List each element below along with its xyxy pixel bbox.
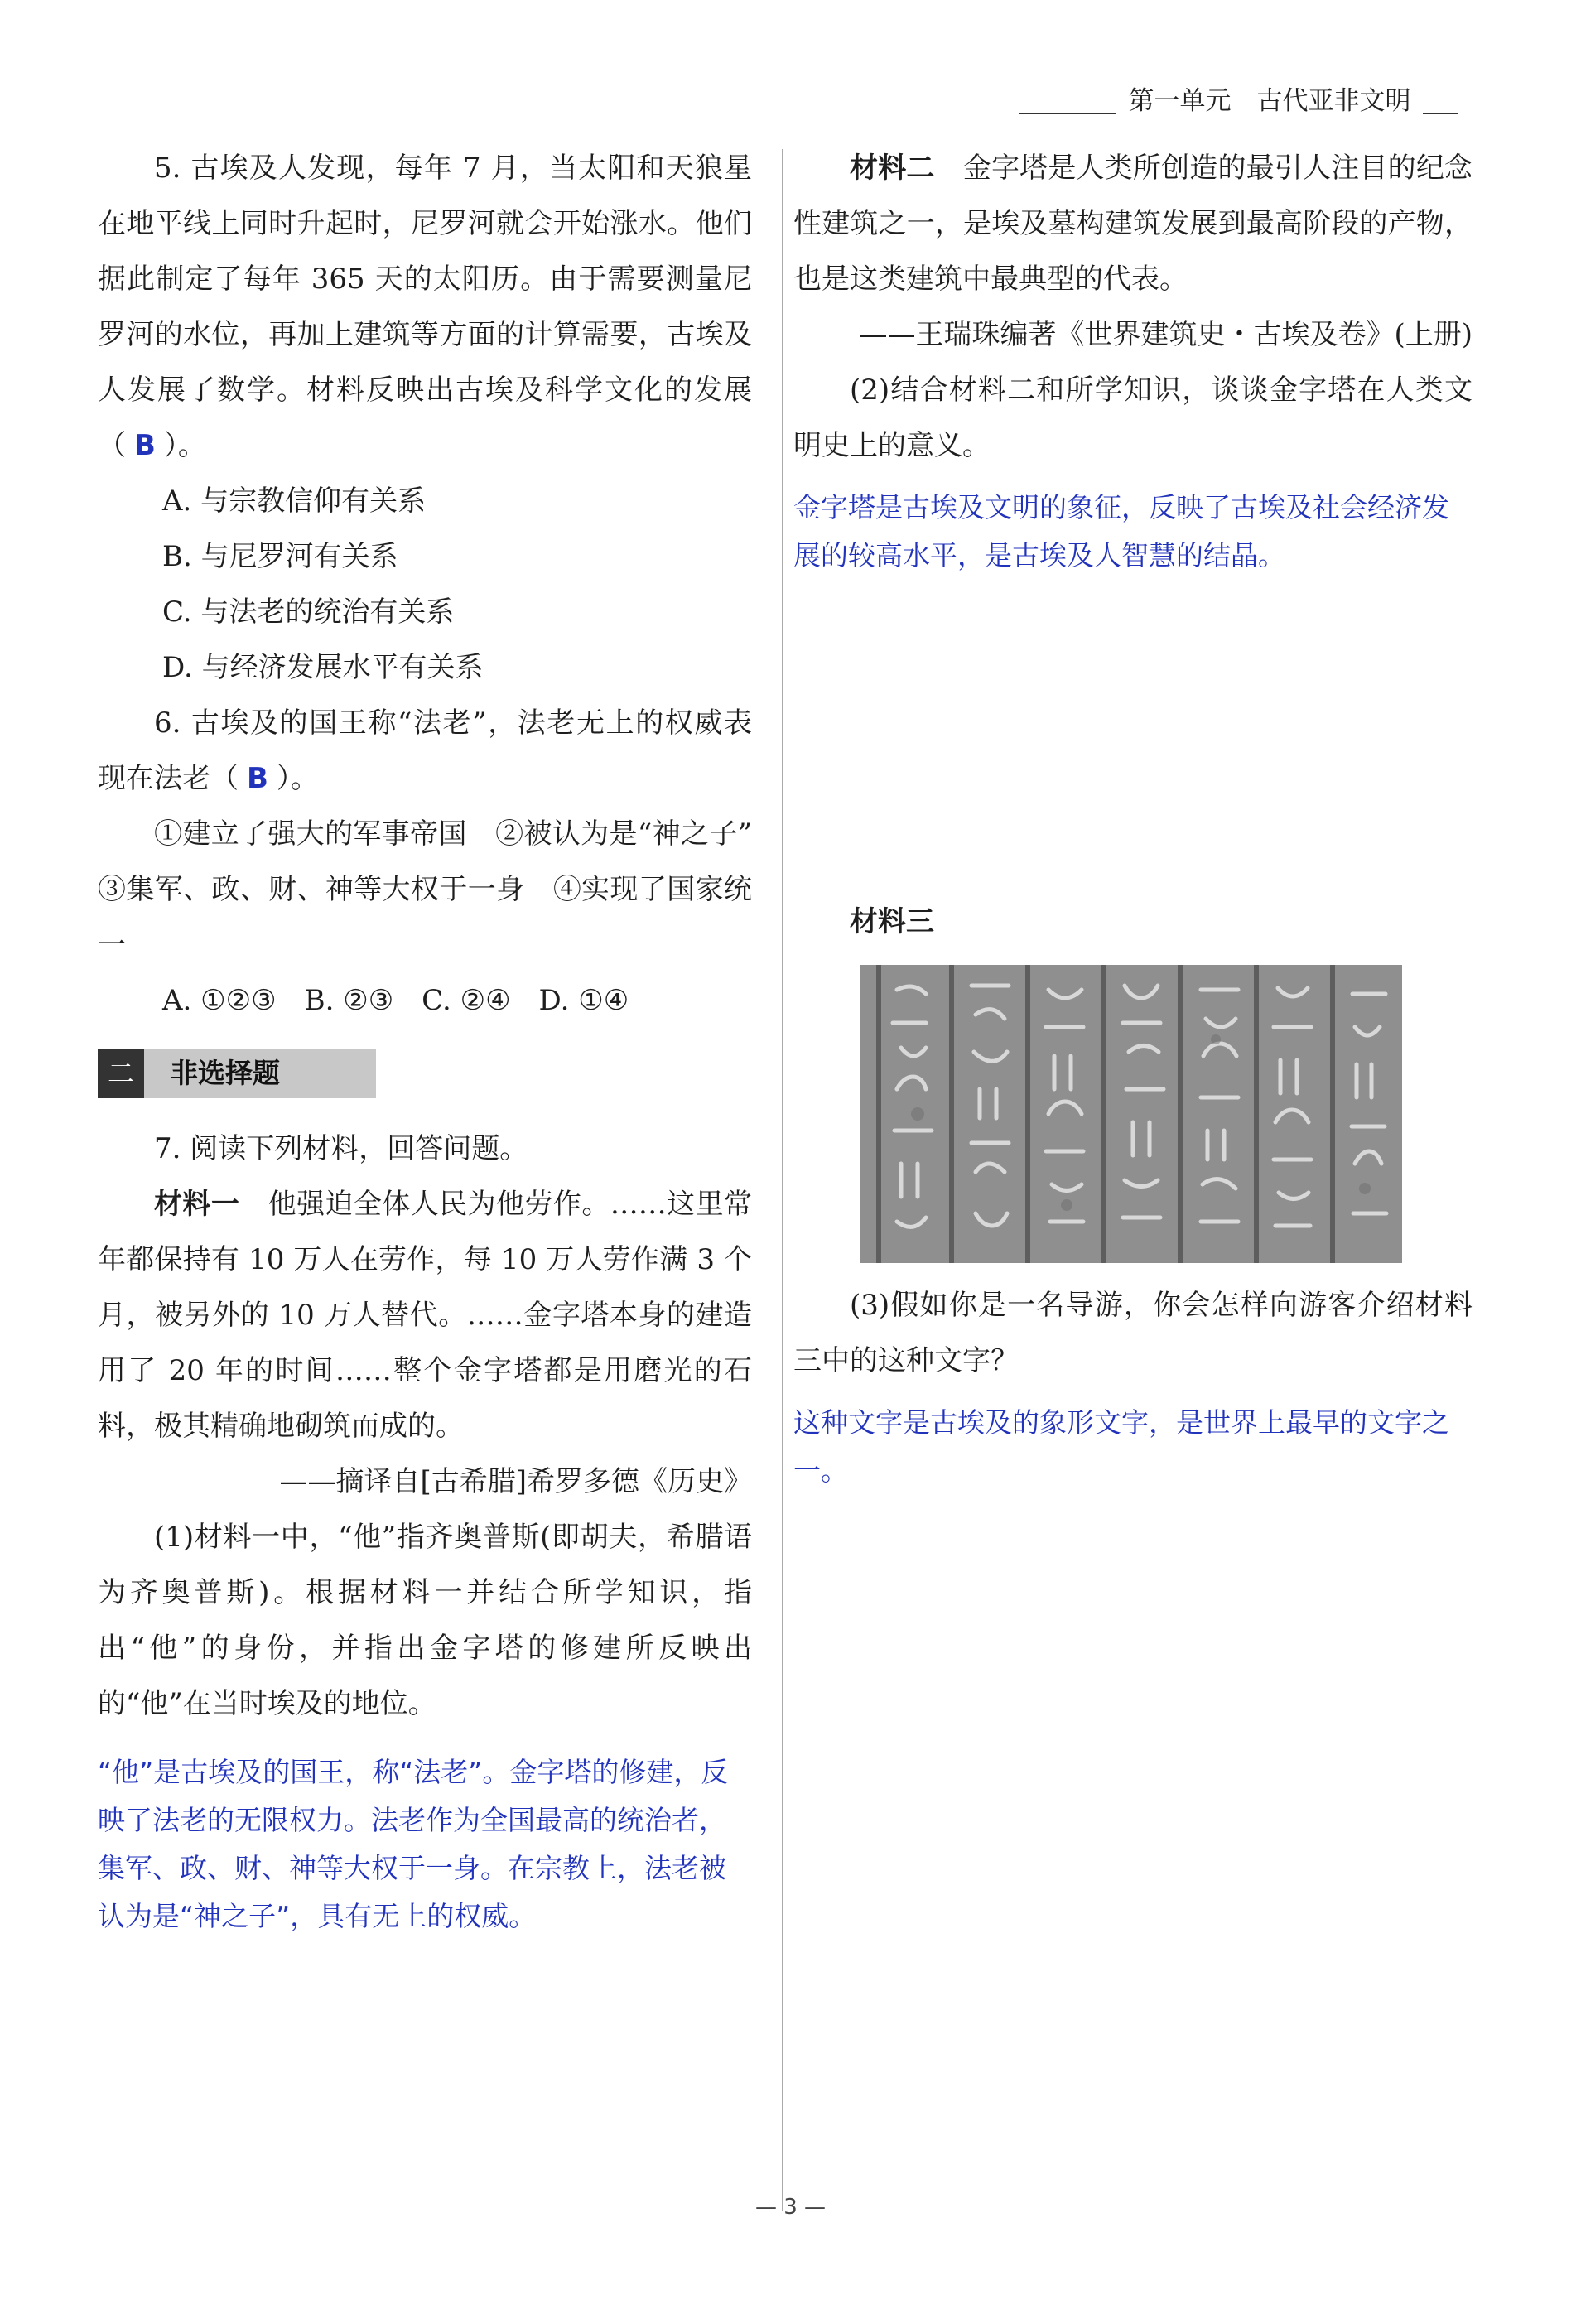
material-1-text: 他强迫全体人民为他劳作。……这里常年都保持有 10 万人在劳作，每 10 万人劳作满 3 个月，被另外的 10 万人替代。……金字塔本身的建造用了 20 年的时间……整个金字塔都是用磨光的石料，极其精确地砌筑而成的。 <box>98 1188 753 1443</box>
material-2-text: 金字塔是人类所创造的最引人注目的纪念性建筑之一，是埃及墓构建筑发展到最高阶段的产物，也是这类建筑中最典型的代表。 <box>793 152 1473 296</box>
material-2 <box>793 141 1473 307</box>
answer-3: 这种文字是古埃及的象形文字，是世界上最早的文字之一。 <box>793 1406 1449 1487</box>
answer-space <box>793 580 1473 894</box>
material-3-label <box>793 894 1473 950</box>
q6-items: ①建立了强大的军事帝国 ②被认为是“神之子” ③集军、政、财、神等大权于一身 ④实现了国家统一 <box>98 817 780 962</box>
section-number: 二 <box>98 1049 144 1098</box>
section-title: 非选择题 <box>171 1057 280 1089</box>
answer-1: “他”是古埃及的国王，称“法老”。金字塔的修建，反映了法老的无限权力。法老作为全国最高的统治者，集军、政、财、神等大权于一身。在宗教上，法老被认为是“神之子”，具有无上的权威。 <box>98 1756 729 1932</box>
page-number: — 3 — <box>754 2195 827 2220</box>
question-6 <box>98 696 752 807</box>
q6-options: A. ①②③ B. ②③ C. ②④ D. ①④ <box>162 984 629 1017</box>
q5-option-a: A. 与宗教信仰有关系 <box>162 485 427 518</box>
question-5 <box>98 141 752 474</box>
sub-question-2: (2)结合材料二和所学知识，谈谈金字塔在人类文明史上的意义。 <box>793 374 1473 462</box>
q5-option-c: C. 与法老的统治有关系 <box>162 595 455 629</box>
q6-stem: 6. 古埃及的国王称“法老”，法老无上的权威表现在法老（ <box>98 706 752 795</box>
unit-title: 第一单元 古代亚非文明 <box>1116 84 1423 118</box>
material-3-label-text: 材料三 <box>850 905 934 938</box>
left-column <box>98 141 780 1941</box>
material-2-source: ——王瑞珠编著《世界建筑史・古埃及卷》(上册) <box>859 318 1473 351</box>
material-1-label: 材料一 <box>154 1188 240 1221</box>
right-column <box>793 141 1473 1495</box>
material-1-source: ——摘译自[古希腊]希罗多德《历史》 <box>279 1465 752 1498</box>
answer-2: 金字塔是古埃及文明的象征，反映了古埃及社会经济发展的较高水平，是古埃及人智慧的结晶。 <box>793 491 1449 571</box>
sub-question-1: (1)材料一中，“他”指齐奥普斯(即胡夫，希腊语为齐奥普斯)。根据材料一并结合所学知识，指出“他”的身份，并指出金字塔的修建所反映出的“他”在当时埃及的地位。 <box>98 1521 752 1720</box>
q5-option-b: B. 与尼罗河有关系 <box>162 540 398 573</box>
hieroglyph-image <box>860 965 1402 1263</box>
q6-stem-end: ）。 <box>276 762 319 795</box>
column-divider <box>782 149 783 2211</box>
section-heading <box>98 1049 376 1098</box>
q5-answer: B <box>134 429 156 462</box>
hieroglyph-picture <box>860 965 1402 1263</box>
material-2-label: 材料二 <box>850 152 935 185</box>
question-7-stem: 7. 阅读下列材料，回答问题。 <box>154 1132 528 1165</box>
q5-option-d: D. 与经济发展水平有关系 <box>162 651 484 684</box>
q6-answer: B <box>247 762 268 795</box>
material-1 <box>98 1177 752 1454</box>
q5-stem-end: ）。 <box>163 429 206 462</box>
page-header <box>1019 84 1458 126</box>
q5-stem: 5. 古埃及人发现，每年 7 月，当太阳和天狼星在地平线上同时升起时，尼罗河就会开始涨水。他们据此制定了每年 365 天的太阳历。由于需要测量尼罗河的水位，再加上建筑等方面的计算需要，古埃及人发展了数学。材料反映出古埃及科学文化的发展（ <box>98 152 752 462</box>
sub-question-3: (3)假如你是一名导游，你会怎样向游客介绍材料三中的这种文字？ <box>793 1289 1473 1377</box>
